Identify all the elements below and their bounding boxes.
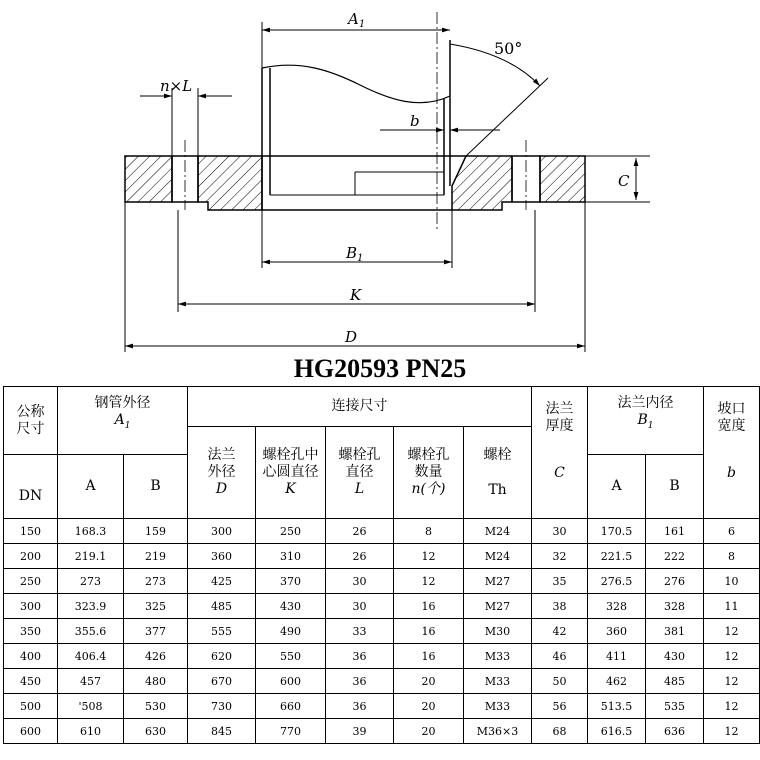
table-cell: 20 [394,719,464,744]
table-cell: 325 [124,594,188,619]
table-cell: 610 [58,719,124,744]
table-cell: 845 [188,719,256,744]
table-cell: 276.5 [588,569,646,594]
header-bore-a: A [588,455,646,519]
table-cell: 8 [704,544,760,569]
table-row [4,619,760,644]
header-nominal-size: 公称 尺寸 [4,387,58,455]
header-bore: 法兰内径 $B_1$ [588,387,704,455]
table-cell: 377 [124,619,188,644]
table-cell: 12 [704,694,760,719]
header-connection: 连接尺寸 [188,387,532,427]
table-cell: 370 [256,569,326,594]
table-cell: 20 [394,669,464,694]
table-row [4,644,760,669]
table-cell: 426 [124,644,188,669]
table-cell: 350 [4,619,58,644]
table-cell: 406.4 [58,644,124,669]
table-cell: 485 [646,669,704,694]
label-b: b [410,112,420,130]
table-cell: M27 [464,594,532,619]
table-cell: 328 [588,594,646,619]
table-cell: 430 [646,644,704,669]
table-row [4,694,760,719]
table-cell: M24 [464,519,532,544]
table-cell: 159 [124,519,188,544]
table-cell: 600 [256,669,326,694]
label-d: D [345,328,358,346]
header-dn: DN [4,455,58,519]
label-nxl: n×L [160,77,193,95]
table-cell: 16 [394,594,464,619]
table-row [4,519,760,544]
header-bolt: 螺栓 Th [464,427,532,519]
table-cell: 16 [394,644,464,669]
table-cell: 535 [646,694,704,719]
table-cell: 12 [704,719,760,744]
table-cell: 30 [532,519,588,544]
table-cell: 161 [646,519,704,544]
table-cell: 630 [124,719,188,744]
table-cell: 457 [58,669,124,694]
table-cell: M30 [464,619,532,644]
dimension-table [3,386,760,744]
table-row [4,544,760,569]
table-cell: 411 [588,644,646,669]
table-cell: 170.5 [588,519,646,544]
header-pipe-od-b: B [124,455,188,519]
table-cell: 620 [188,644,256,669]
table-cell: 323.9 [58,594,124,619]
header-thickness: 法兰 厚度 C [532,387,588,519]
table-cell: 6 [704,519,760,544]
flange-left-hub-section [198,156,262,210]
table-cell: 68 [532,719,588,744]
label-angle: 50° [494,39,523,58]
table-cell: 36 [326,644,394,669]
table-cell: 490 [256,619,326,644]
label-a1: $A_1$ [348,10,366,30]
table-cell: 462 [588,669,646,694]
table-cell: 770 [256,719,326,744]
table-cell: 221.5 [588,544,646,569]
label-b1: $B_1$ [346,244,364,264]
table-cell: 730 [188,694,256,719]
table-cell: 10 [704,569,760,594]
table-cell: 26 [326,519,394,544]
flange-drawing [0,0,760,352]
table-cell: 400 [4,644,58,669]
table-cell: 200 [4,544,58,569]
table-row [4,569,760,594]
table-cell: 12 [704,619,760,644]
table-cell: 273 [58,569,124,594]
table-cell: '508 [58,694,124,719]
flange-left-section [125,156,172,202]
table-cell: 12 [704,644,760,669]
table-cell: 670 [188,669,256,694]
table-cell: 616.5 [588,719,646,744]
table-cell: 12 [394,569,464,594]
table-cell: M33 [464,644,532,669]
table-cell: 355.6 [58,619,124,644]
table-cell: 46 [532,644,588,669]
table-cell: 42 [532,619,588,644]
table-cell: M33 [464,694,532,719]
table-cell: 20 [394,694,464,719]
header-bore-b: B [646,455,704,519]
table-cell: 35 [532,569,588,594]
table-cell: 600 [4,719,58,744]
table-cell: 250 [4,569,58,594]
table-cell: 219.1 [58,544,124,569]
table-cell: 550 [256,644,326,669]
table-cell: 38 [532,594,588,619]
table-cell: 530 [124,694,188,719]
header-bevel: 坡口 宽度 b [704,387,760,519]
table-cell: 12 [394,544,464,569]
flange-right-hub-section [452,156,512,210]
header-pipe-od: 钢管外径 $A_1$ [58,387,188,455]
table-cell: 30 [326,594,394,619]
table-cell: 450 [4,669,58,694]
table-cell: M33 [464,669,532,694]
table-cell: 222 [646,544,704,569]
table-cell: 33 [326,619,394,644]
table-cell: 273 [124,569,188,594]
table-cell: 39 [326,719,394,744]
table-row [4,669,760,694]
table-cell: 636 [646,719,704,744]
table-row [4,594,760,619]
table-cell: 219 [124,544,188,569]
table-cell: 480 [124,669,188,694]
table-cell: 168.3 [58,519,124,544]
table-cell: 500 [4,694,58,719]
table-cell: 26 [326,544,394,569]
header-pipe-od-a: A [58,455,124,519]
table-cell: 50 [532,669,588,694]
table-cell: 328 [646,594,704,619]
table-cell: 555 [188,619,256,644]
table-cell: M24 [464,544,532,569]
header-bolt-count: 螺栓孔 数量 n(个) [394,427,464,519]
table-cell: 32 [532,544,588,569]
table-cell: 30 [326,569,394,594]
table-cell: M27 [464,569,532,594]
table-cell: 8 [394,519,464,544]
table-row [4,719,760,744]
page-title: HG20593 PN25 [293,354,467,383]
header-bolt-hole: 螺栓孔 直径 L [326,427,394,519]
table-cell: 12 [704,669,760,694]
table-cell: 250 [256,519,326,544]
table-cell: 381 [646,619,704,644]
label-c: C [618,172,630,190]
table-cell: 36 [326,694,394,719]
table-cell: 300 [4,594,58,619]
table-cell: M36×3 [464,719,532,744]
table-cell: 360 [188,544,256,569]
table-cell: 485 [188,594,256,619]
table-cell: 36 [326,669,394,694]
table-cell: 276 [646,569,704,594]
table-cell: 150 [4,519,58,544]
table-cell: 360 [588,619,646,644]
table-cell: 425 [188,569,256,594]
table-cell: 660 [256,694,326,719]
table-cell: 310 [256,544,326,569]
table-cell: 300 [188,519,256,544]
table-cell: 56 [532,694,588,719]
table-cell: 11 [704,594,760,619]
table-cell: 430 [256,594,326,619]
flange-right-section [540,156,585,202]
label-k: K [350,286,362,304]
table-cell: 513.5 [588,694,646,719]
header-flange-od: 法兰 外径 D [188,427,256,519]
header-bolt-circle: 螺栓孔中 心圆直径 K [256,427,326,519]
table-cell: 16 [394,619,464,644]
